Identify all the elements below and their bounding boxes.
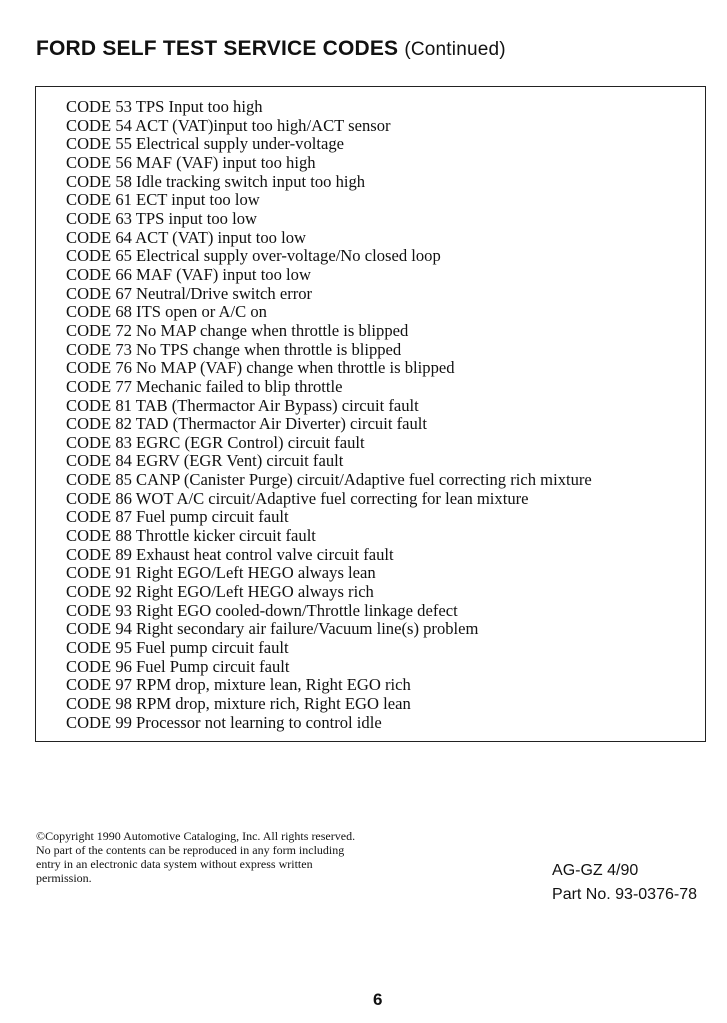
code-item: CODE 53 TPS Input too high	[66, 97, 263, 116]
part-number: Part No. 93-0376-78	[552, 886, 697, 903]
code-item: CODE 87 Fuel pump circuit fault	[66, 507, 289, 527]
code-item: CODE 68 ITS open or A/C on	[66, 302, 267, 322]
code-item: CODE 83 EGRC (EGR Control) circuit fault	[66, 432, 365, 452]
code-item: CODE 85 CANP (Canister Purge) circuit/Adaptive fuel correcting rich mixture	[66, 470, 592, 490]
service-code-list	[66, 98, 592, 732]
catalog-code: AG-GZ 4/90	[552, 862, 639, 879]
code-item: CODE 77 Mechanic failed to blip throttle	[66, 376, 343, 396]
code-item: CODE 61 ECT input too low	[66, 190, 260, 210]
code-item: CODE 84 EGRV (EGR Vent) circuit fault	[66, 451, 344, 471]
code-item: CODE 66 MAF (VAF) input too low	[66, 264, 311, 284]
code-item: CODE 56 MAF (VAF) input too high	[66, 152, 316, 172]
code-item: CODE 88 Throttle kicker circuit fault	[66, 526, 316, 546]
code-item: CODE 81 TAB (Thermactor Air Bypass) circuit fault	[66, 395, 419, 415]
catalog-info	[552, 859, 697, 907]
code-item: CODE 98 RPM drop, mixture rich, Right EGO lean	[66, 694, 411, 713]
code-item: CODE 82 TAD (Thermactor Air Diverter) circuit fault	[66, 414, 428, 434]
code-item: CODE 72 No MAP change when throttle is blipped	[66, 320, 409, 340]
code-item: CODE 67 Neutral/Drive switch error	[66, 283, 313, 303]
code-item: CODE 86 WOT A/C circuit/Adaptive fuel correcting for lean mixture	[66, 488, 529, 508]
code-item: CODE 96 Fuel Pump circuit fault	[66, 656, 290, 676]
code-item: CODE 91 Right EGO/Left HEGO always lean	[66, 563, 376, 583]
code-item: CODE 54 ACT (VAT)input too high/ACT sensor	[66, 115, 391, 135]
page-title-text: FORD SELF TEST SERVICE CODES	[36, 37, 399, 60]
code-item: CODE 99 Processor not learning to control idle	[66, 712, 382, 732]
code-item: CODE 55 Electrical supply under-voltage	[66, 134, 344, 154]
code-item: CODE 94 Right secondary air failure/Vacuum line(s) problem	[66, 619, 479, 639]
code-item: CODE 93 Right EGO cooled-down/Throttle linkage defect	[66, 600, 458, 620]
code-item: CODE 63 TPS input too low	[66, 208, 258, 228]
page-title	[36, 37, 506, 61]
code-item: CODE 65 Electrical supply over-voltage/No closed loop	[66, 246, 441, 266]
copyright-notice: ©Copyright 1990 Automotive Cataloging, Inc. All rights reserved. No part of the contents can be reproduced in any form including entry in an electronic data system without express written permission.	[36, 829, 356, 885]
code-item: CODE 73 No TPS change when throttle is blipped	[66, 339, 402, 359]
code-item: CODE 76 No MAP (VAF) change when throttle is blipped	[66, 358, 455, 378]
code-item: CODE 97 RPM drop, mixture lean, Right EGO rich	[66, 675, 411, 695]
page-number: 6	[373, 990, 383, 1009]
code-item: CODE 95 Fuel pump circuit fault	[66, 638, 289, 658]
code-item: CODE 64 ACT (VAT) input too low	[66, 227, 307, 247]
code-item: CODE 92 Right EGO/Left HEGO always rich	[66, 582, 374, 602]
code-item: CODE 89 Exhaust heat control valve circuit fault	[66, 544, 394, 564]
code-item: CODE 58 Idle tracking switch input too high	[66, 171, 366, 191]
continued-label: (Continued)	[404, 39, 506, 60]
